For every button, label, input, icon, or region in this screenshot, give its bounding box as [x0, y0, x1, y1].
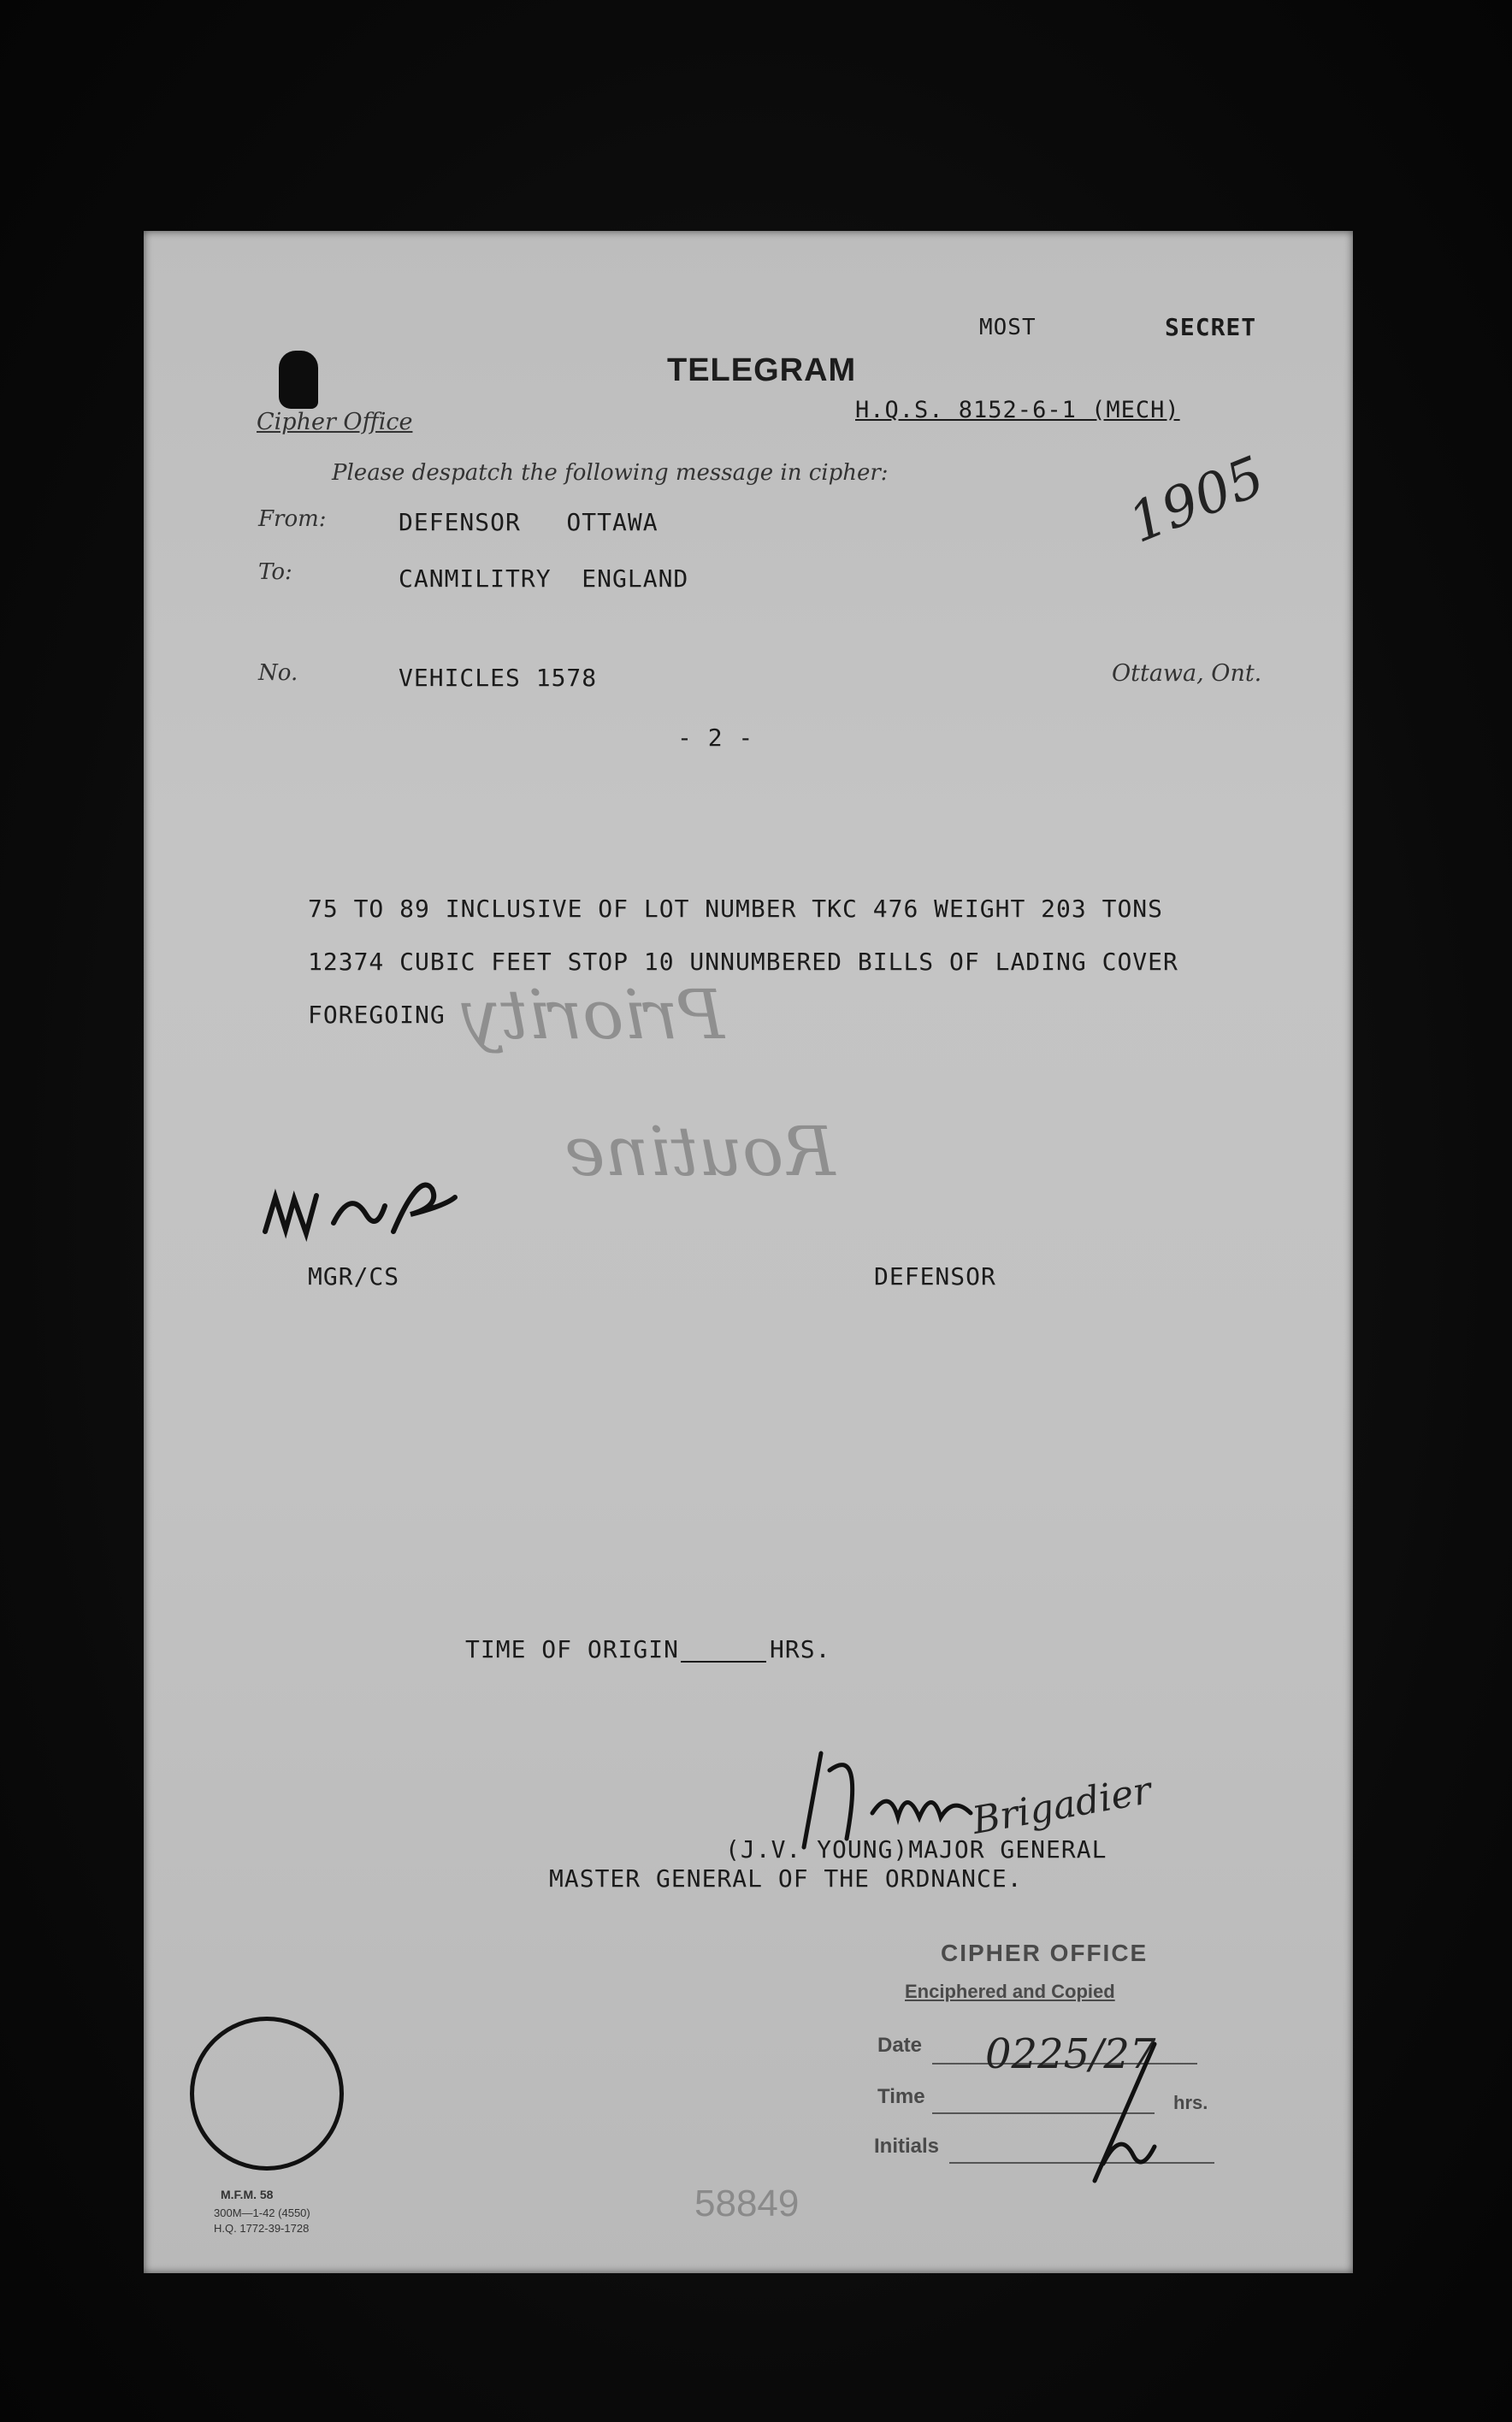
bleed-through-number: 58849: [694, 2183, 800, 2224]
message-line-1: 75 TO 89 INCLUSIVE OF LOT NUMBER TKC 476 WEIGHT 203 TONS: [308, 895, 1164, 923]
handwritten-number: 1905: [1120, 445, 1273, 556]
signer-title: MASTER GENERAL OF THE ORDNANCE.: [549, 1864, 1023, 1893]
message-line-2: 12374 CUBIC FEET STOP 10 UNNUMBERED BILLS OF LADING COVER: [308, 948, 1178, 976]
time-of-origin-label: TIME OF ORIGIN: [465, 1635, 680, 1663]
filing-circle: [190, 2017, 344, 2171]
page-marker: - 2 -: [677, 724, 754, 752]
to-value: CANMILITRY ENGLAND: [399, 564, 689, 593]
form-print-line-2: H.Q. 1772-39-1728: [214, 2222, 310, 2235]
file-number: H.Q.S. 8152-6-1 (MECH): [855, 397, 1180, 423]
cipher-stamp-time-label: Time: [877, 2085, 925, 2108]
handwritten-initials: [257, 1155, 462, 1257]
cipher-stamp-subtitle: Enciphered and Copied: [905, 1981, 1115, 2002]
time-of-origin-hrs: HRS.: [770, 1635, 831, 1663]
form-print-line-1: 300M—1-42 (4550): [214, 2206, 310, 2219]
office-label: Cipher Office: [257, 409, 413, 435]
time-of-origin-blank: [681, 1661, 766, 1663]
bleed-through-mark-2: Routine: [564, 1112, 836, 1191]
sender-name: DEFENSOR: [874, 1262, 996, 1291]
cipher-stamp-hrs-label: hrs.: [1173, 2092, 1208, 2113]
number-value: VEHICLES 1578: [399, 664, 598, 692]
cipher-stamp-title: CIPHER OFFICE: [941, 1940, 1149, 1966]
place-of-origin: Ottawa, Ont.: [1112, 660, 1262, 687]
cipher-stamp-date-label: Date: [877, 2034, 923, 2057]
despatch-instruction: Please despatch the following message in cipher:: [332, 460, 889, 486]
cipher-stamp-date-value: 0225/27: [985, 2030, 1156, 2078]
cipher-stamp-initials-label: Initials: [874, 2135, 940, 2158]
from-value: DEFENSOR OTTAWA: [399, 508, 659, 536]
bleed-through-mark-1: Priority: [462, 975, 724, 1054]
ink-blot: [279, 351, 318, 409]
form-id: M.F.M. 58: [221, 2188, 274, 2201]
reference-initials: MGR/CS: [308, 1262, 400, 1291]
cipher-stamp-initials-scrawl: [1069, 2035, 1172, 2189]
telegram-title: TELEGRAM: [667, 352, 857, 388]
signer-name: (J.V. YOUNG)MAJOR GENERAL: [725, 1835, 1107, 1864]
handwritten-signature-title: Brigadier: [969, 1769, 1155, 1843]
to-label: To:: [258, 559, 292, 585]
classification-secret: SECRET: [1165, 313, 1257, 341]
classification-most: MOST: [979, 315, 1037, 340]
message-line-3: FOREGOING: [308, 1001, 446, 1029]
number-label: No.: [258, 660, 298, 686]
from-label: From:: [258, 506, 327, 532]
